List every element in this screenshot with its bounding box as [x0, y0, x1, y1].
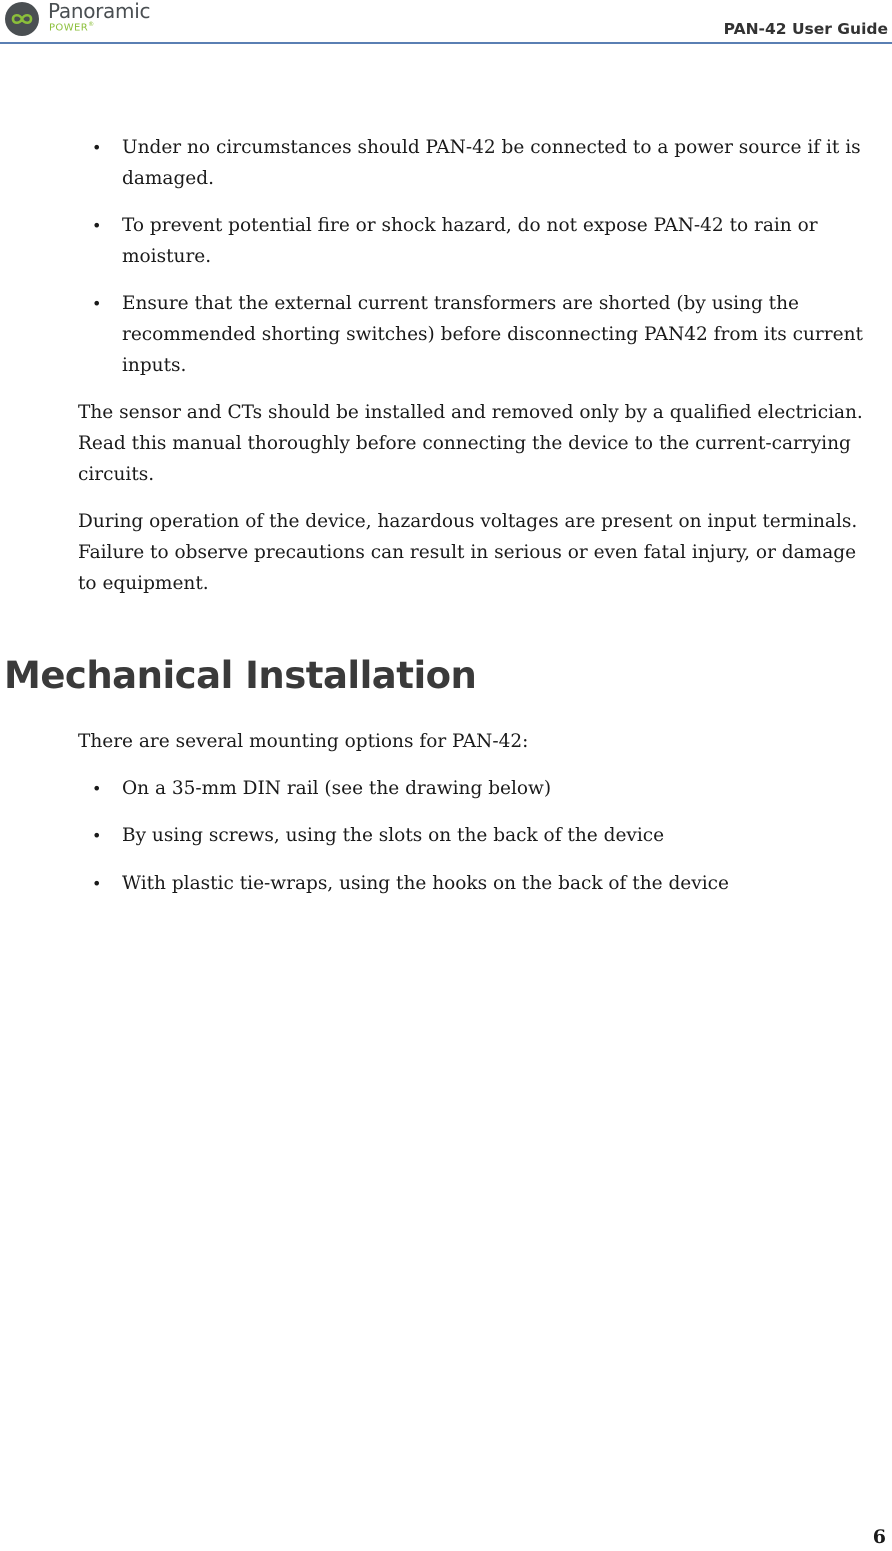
list-item: • Ensure that the external current transformers are shorted (by using the recommended shorting switches) before disconnecting PAN42 from its current inputs. — [122, 288, 882, 381]
bullet-icon: • — [92, 826, 102, 845]
list-item: • By using screws, using the slots on the back of the device — [122, 820, 882, 851]
bullet-icon: • — [92, 216, 102, 235]
infinity-logo-icon — [4, 1, 40, 37]
bullet-icon: • — [92, 138, 102, 157]
bullet-icon: • — [92, 294, 102, 313]
page-number: 6 — [872, 1526, 886, 1548]
mounting-intro: There are several mounting options for PAN-42: — [78, 731, 529, 752]
bullet-icon: • — [92, 779, 102, 798]
list-item: • With plastic tie-wraps, using the hooks on the back of the device — [122, 868, 882, 899]
list-item: • On a 35-mm DIN rail (see the drawing below) — [122, 773, 882, 804]
header-divider — [0, 42, 892, 44]
section-heading: Mechanical Installation — [4, 654, 477, 697]
list-item: • To prevent potential fire or shock hazard, do not expose PAN-42 to rain or moisture. — [122, 210, 882, 272]
panoramic-power-logo — [4, 1, 174, 39]
document-title: PAN-42 User Guide — [723, 20, 888, 38]
logo-subtitle: POWER® — [49, 21, 95, 34]
page-header — [0, 0, 892, 44]
bullet-icon: • — [92, 874, 102, 893]
hazardous-voltage-paragraph: During operation of the device, hazardous voltages are present on input terminals. Failure to observe precautions can result in serious or even fatal injury, or damage to equipment. — [78, 511, 858, 594]
qualified-electrician-paragraph: The sensor and CTs should be installed and removed only by a qualified electrician. Read this manual thoroughly before connecting the device to the current-carrying circuits. — [78, 402, 863, 485]
list-item: • Under no circumstances should PAN-42 be connected to a power source if it is damaged. — [122, 132, 882, 194]
logo-wordmark: Panoramic — [48, 0, 151, 23]
